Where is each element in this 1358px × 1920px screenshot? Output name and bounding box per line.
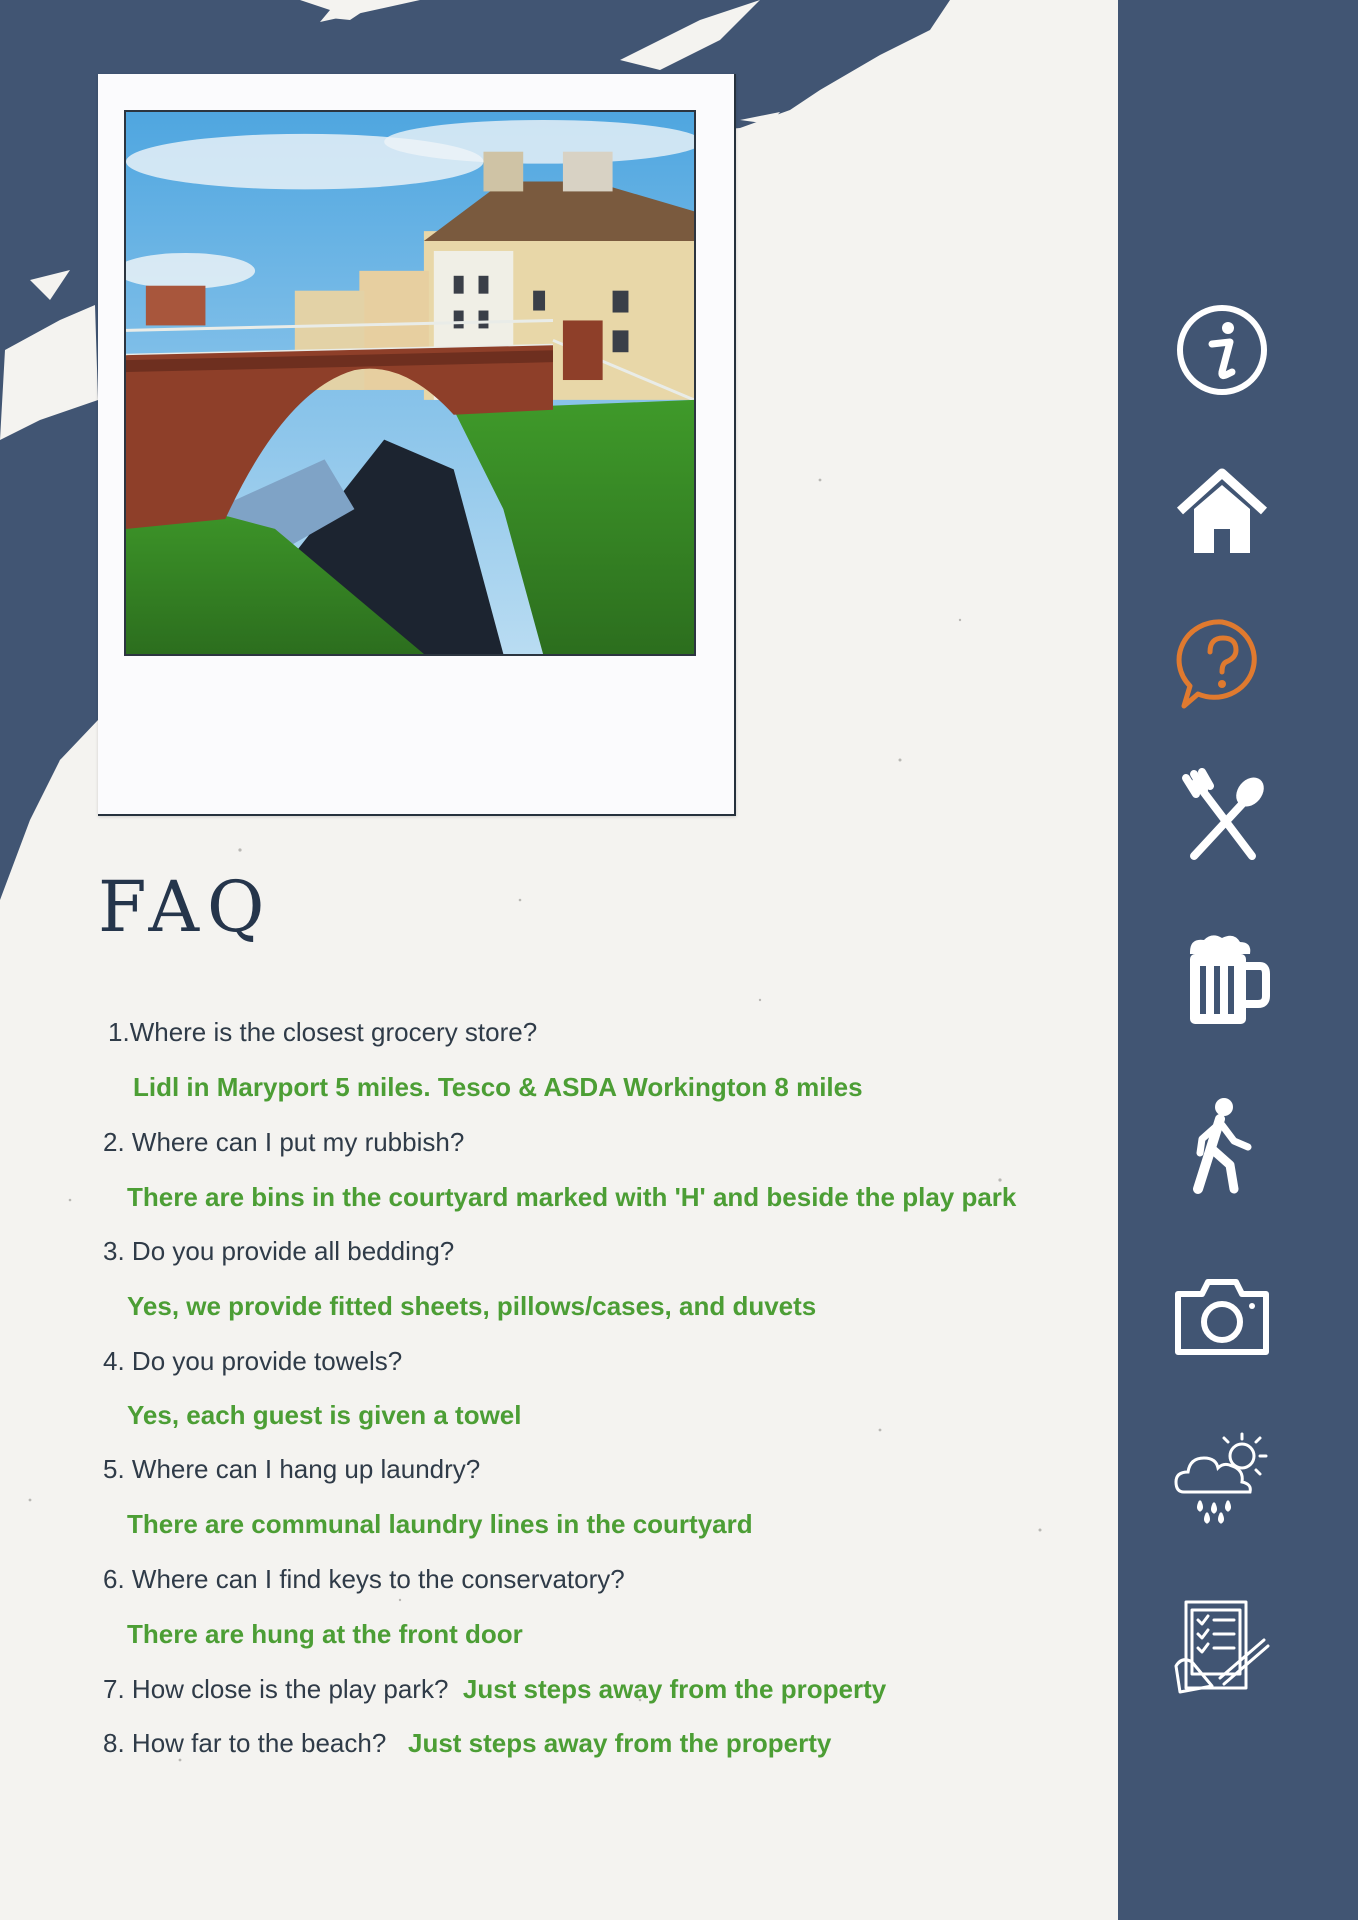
faq-answer-1: Lidl in Maryport 5 miles. Tesco & ASDA Workington 8 miles — [133, 1072, 863, 1102]
polaroid-photo-card — [98, 74, 736, 816]
faq-answer-8: Just steps away from the property — [407, 1728, 832, 1758]
faq-question-2: 2. Where can I put my rubbish? — [103, 1127, 465, 1157]
faq-question-6: 6. Where can I find keys to the conservatory? — [103, 1564, 625, 1594]
beer-mug-icon[interactable] — [1164, 930, 1280, 1030]
walking-person-icon[interactable] — [1164, 1095, 1280, 1195]
home-icon[interactable] — [1164, 459, 1280, 559]
page-title: FAQ — [98, 866, 273, 948]
faq-question-4: 4. Do you provide towels? — [103, 1346, 403, 1376]
faq-question-7: 7. How close is the play park? Just steps away from the property — [103, 1674, 887, 1704]
faq-answer-6: There are hung at the front door — [127, 1619, 523, 1649]
faq-answer-5: There are communal laundry lines in the courtyard — [127, 1509, 753, 1539]
faq-answer-4: Yes, each guest is given a towel — [127, 1400, 522, 1430]
faq-question-5: 5. Where can I hang up laundry? — [103, 1454, 481, 1484]
faq-question-3: 3. Do you provide all bedding? — [103, 1236, 455, 1266]
question-bubble-icon[interactable] — [1164, 614, 1280, 714]
faq-question-8: 8. How far to the beach? Just steps away from the property — [103, 1728, 832, 1758]
fork-spoon-icon[interactable] — [1164, 768, 1280, 868]
checklist-icon[interactable] — [1164, 1596, 1280, 1696]
faq-question-1: 1.Where is the closest grocery store? — [108, 1017, 538, 1047]
info-icon[interactable] — [1164, 300, 1280, 400]
bridge-photo — [124, 110, 696, 656]
weather-icon[interactable] — [1164, 1426, 1280, 1526]
faq-answer-7: Just steps away from the property — [462, 1674, 887, 1704]
camera-icon[interactable] — [1164, 1266, 1280, 1366]
faq-answer-2: There are bins in the courtyard marked with 'H' and beside the play park — [127, 1182, 1017, 1212]
faq-answer-3: Yes, we provide fitted sheets, pillows/cases, and duvets — [127, 1291, 817, 1321]
